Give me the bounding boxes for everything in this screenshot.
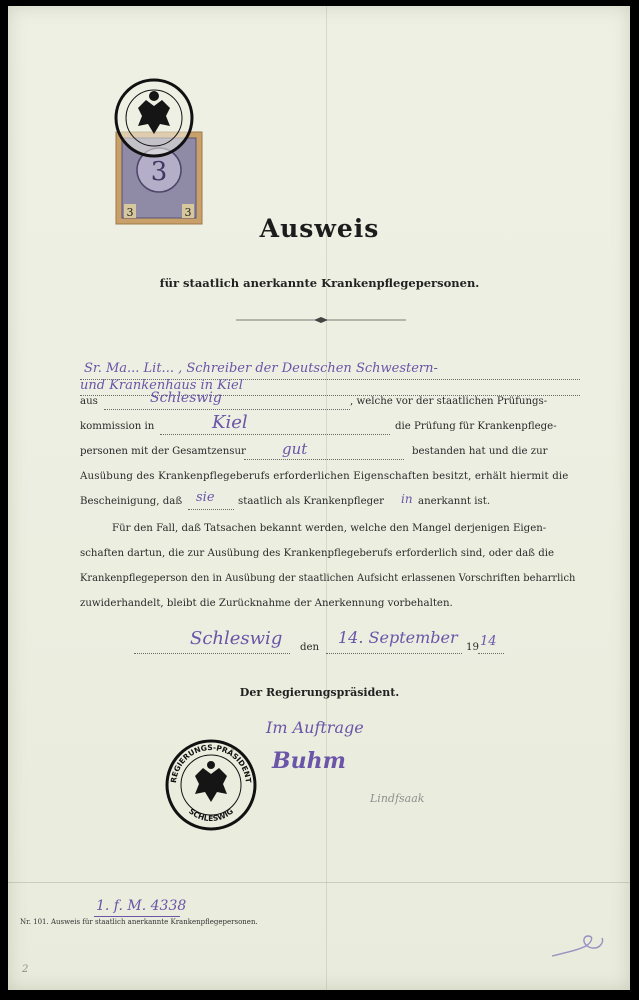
text-line6-prefix: Bescheinigung, daß — [80, 496, 183, 507]
text-line6-suffix: anerkannt ist. — [418, 496, 491, 507]
text-line2-suffix: , welche vor der staatlichen Prüfungs- — [350, 396, 548, 407]
stamp-value: 3 — [150, 157, 168, 187]
handwritten-year: 14 — [480, 634, 497, 649]
handwritten-grade: gut — [282, 440, 308, 458]
handwritten-signature: Buhm — [272, 748, 346, 774]
handwritten-ref-number: 1. f. M. 4338 — [96, 898, 187, 914]
seal-text: REGIERUNGS-PRÄSIDENT — [168, 742, 253, 784]
text-line3-suffix: die Prüfung für Krankenpflege- — [395, 421, 557, 432]
handwritten-suffix: in — [401, 492, 413, 506]
text-line6-mid: staatlich als Krankenpfleger — [238, 496, 385, 507]
handwritten-on-behalf: Im Auftrage — [266, 718, 364, 737]
para2-line4: zuwiderhandelt, bleibt die Zurücknahme der Anerkennung vorbehalten. — [80, 598, 453, 609]
seal-city: SCHLESWIG — [187, 806, 235, 824]
text-line3-prefix: kommission in — [80, 421, 155, 432]
scribble-mark — [548, 928, 608, 964]
signatory-title: Der Regierungspräsident. — [239, 686, 400, 699]
year-line — [478, 652, 504, 654]
footer-form-number: Nr. 101. Ausweis für staatlich anerkannte Krankenpflegepersonen. — [20, 918, 258, 926]
grade-line — [244, 458, 404, 460]
stamp-value-right: 3 — [184, 206, 192, 219]
pronoun-line — [188, 508, 234, 510]
text-year-prefix: 19 — [466, 642, 479, 653]
handwritten-place: Schleswig — [190, 628, 283, 649]
handwritten-commission-city: Kiel — [212, 412, 248, 433]
svg-text:SCHLESWIG — [187, 807, 235, 823]
text-date-den: den — [300, 642, 320, 653]
text-line4-suffix: bestanden hat und die zur — [412, 446, 548, 457]
corner-mark: 2 — [22, 964, 29, 975]
ornament-divider — [236, 316, 406, 324]
origin-line — [104, 408, 350, 410]
ref-underline — [94, 915, 180, 917]
fold-line-horizontal — [8, 882, 630, 883]
para2-line3: Krankenpflegeperson den in Ausübung der staatlichen Aufsicht erlassenen Vorschriften beharrlich — [80, 573, 576, 584]
handwritten-name-line2: und Krankenhaus in Kiel — [80, 378, 243, 393]
text-line5: Ausübung des Krankenpflegeberufs erforderlichen Eigenschaften besitzt, erhält hiermit die — [80, 471, 569, 482]
handwritten-origin: Schleswig — [150, 390, 222, 406]
handwritten-name-line1: Sr. Ma... Lit... , Schreiber der Deutschen Schwestern- — [84, 361, 438, 376]
document-subtitle: für staatlich anerkannte Krankenpflegepersonen. — [159, 276, 480, 290]
place-line — [134, 652, 290, 654]
handwritten-date: 14. September — [338, 628, 458, 647]
document-title: Ausweis — [259, 214, 380, 243]
text-line4-prefix: personen mit der Gesamtzensur — [80, 446, 246, 457]
commission-line — [160, 433, 390, 435]
revenue-stamp — [108, 70, 208, 230]
pencil-note: Lindfsaak — [370, 792, 425, 805]
official-seal — [162, 736, 260, 834]
stamp-value-left: 3 — [126, 206, 134, 219]
text-aus: aus — [80, 396, 98, 407]
para2-line2: schaften dartun, die zur Ausübung des Krankenpflegeberufs erforderlich sind, oder daß die — [80, 548, 555, 559]
date-line — [326, 652, 462, 654]
handwritten-pronoun: sie — [196, 490, 215, 505]
para2-line1: Für den Fall, daß Tatsachen bekannt werden, welche den Mangel derjenigen Eigen- — [112, 523, 547, 534]
